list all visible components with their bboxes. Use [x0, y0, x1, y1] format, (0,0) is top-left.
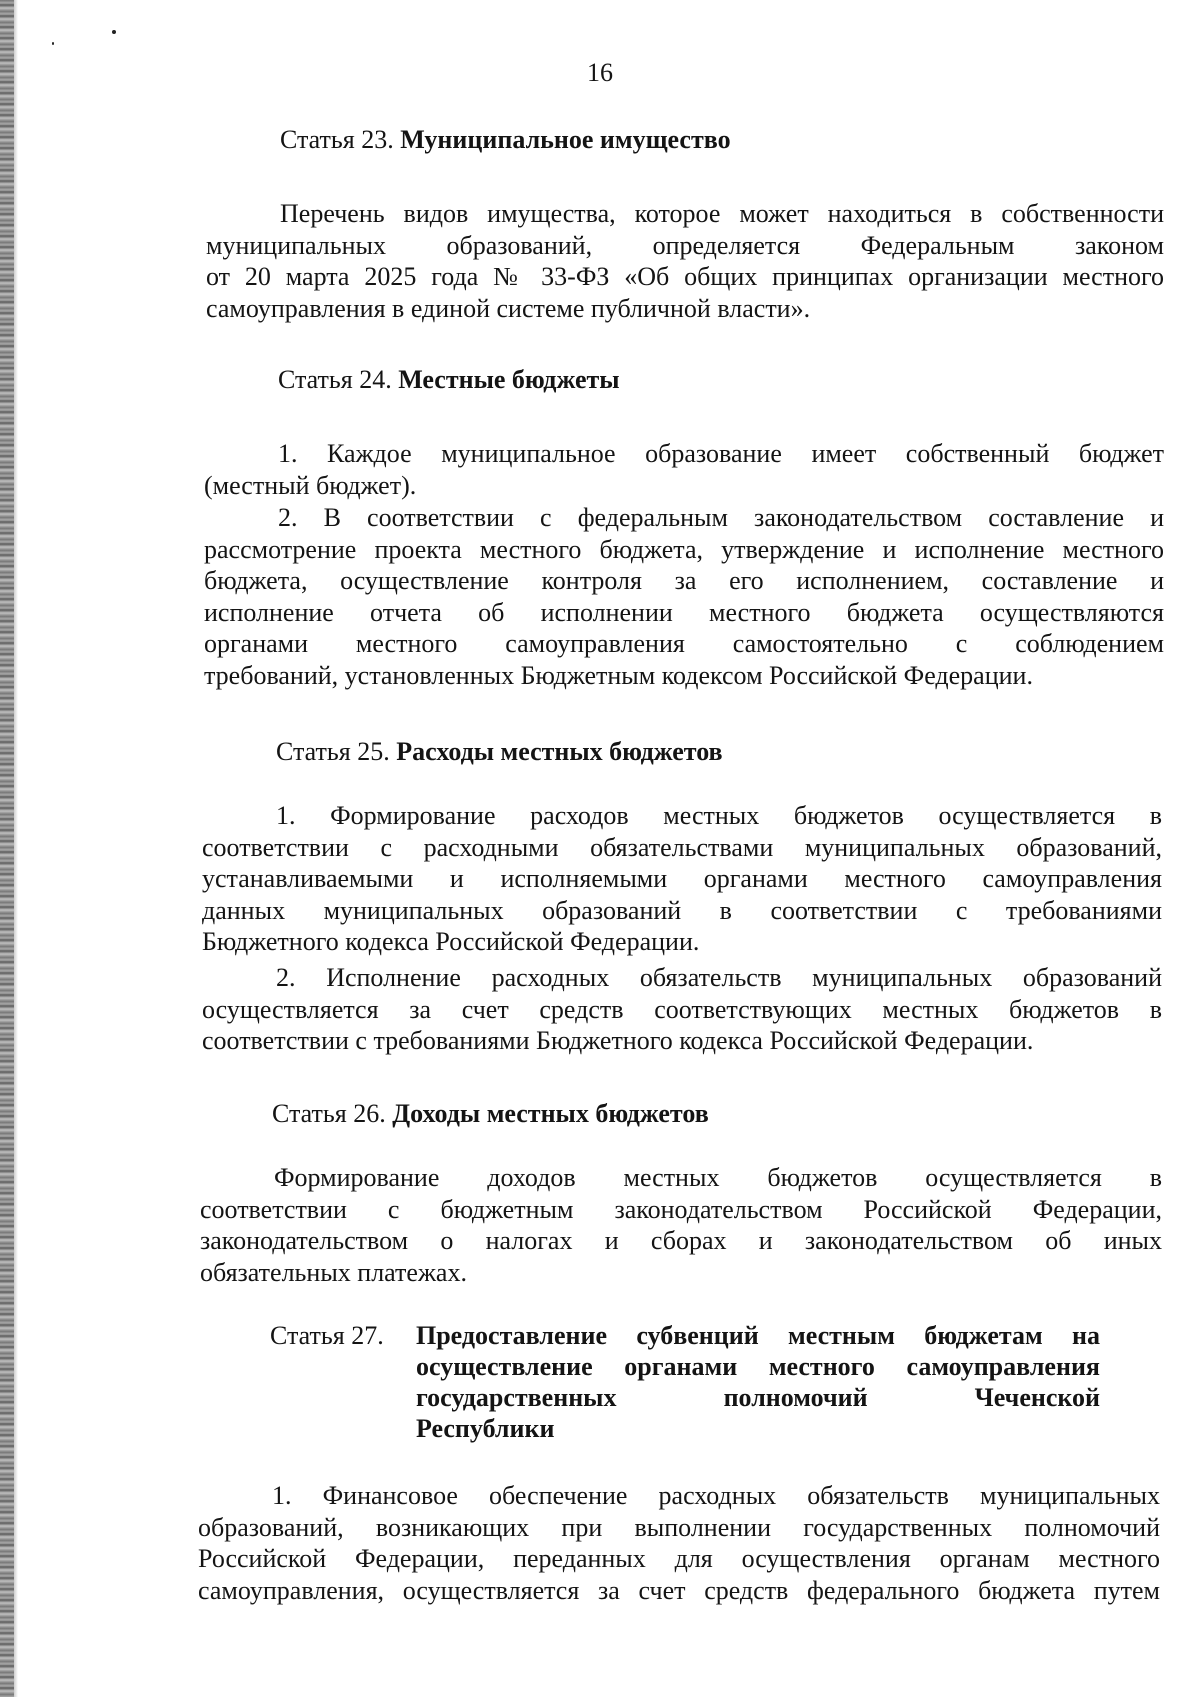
text-line: от 20 марта 2025 года № 33-ФЗ «Об общих принципах организации местного	[206, 262, 1164, 291]
text-line: соответствии с расходными обязательствами муниципальных образований,	[202, 832, 1162, 862]
text-line: (местный бюджет).	[204, 470, 417, 500]
title-line: государственных полномочий Чеченской	[416, 1383, 1100, 1412]
article-25-title: Расходы местных бюджетов	[396, 737, 723, 766]
text-line: рассмотрение проекта местного бюджета, утверждение и исполнение местного	[204, 534, 1164, 564]
text-line: законодательством о налогах и сборах и законодательством об иных	[200, 1226, 1162, 1255]
article-25-label: Статья 25.	[276, 737, 390, 766]
text-line: соответствии с бюджетным законодательством Российской Федерации,	[200, 1194, 1162, 1224]
text-line: бюджета, осуществление контроля за его исполнением, составление и	[204, 566, 1164, 595]
article-27-label: Статья 27.	[270, 1321, 384, 1350]
article-24-paragraph-1	[204, 438, 1164, 501]
scan-edge-fade	[14, 0, 18, 1697]
title-line: осуществление органами местного самоуправления	[416, 1352, 1100, 1381]
article-26-title: Доходы местных бюджетов	[392, 1099, 709, 1128]
article-23-label: Статья 23.	[280, 125, 394, 154]
text-line: образований, возникающих при выполнении государственных полномочий	[198, 1512, 1160, 1542]
article-24-label: Статья 24.	[278, 365, 392, 394]
article-26-heading	[272, 1098, 709, 1129]
text-line: Формирование доходов местных бюджетов осуществляется в	[274, 1163, 1162, 1192]
text-line: самоуправления в единой системе публичной власти».	[206, 293, 811, 323]
text-line: Российской Федерации, переданных для осуществления органам местного	[198, 1544, 1160, 1573]
text-line: обязательных платежах.	[200, 1257, 467, 1287]
text-line: осуществляется за счет средств соответствующих местных бюджетов в	[202, 994, 1162, 1024]
text-line: соответствии с требованиями Бюджетного кодекса Российской Федерации.	[202, 1026, 1034, 1055]
text-line: данных муниципальных образований в соответствии с требованиями	[202, 895, 1162, 925]
article-23-paragraph-1	[206, 198, 1164, 324]
article-27-paragraph-1	[198, 1480, 1160, 1606]
text-line: 1. Финансовое обеспечение расходных обязательств муниципальных	[272, 1481, 1160, 1510]
text-line: 1. Формирование расходов местных бюджетов осуществляется в	[276, 801, 1162, 830]
text-line: исполнение отчета об исполнении местного бюджета осуществляются	[204, 597, 1164, 627]
article-25-paragraph-1	[202, 800, 1162, 958]
article-27-title	[416, 1320, 1100, 1444]
scan-edge-shadow	[0, 0, 14, 1697]
article-24-title: Местные бюджеты	[398, 365, 620, 394]
article-24-paragraph-2	[204, 502, 1164, 691]
scan-speck	[112, 30, 116, 34]
page-number: 16	[587, 58, 613, 87]
text-line: Перечень видов имущества, которое может находиться в собственности	[280, 199, 1164, 228]
article-23-title: Муниципальное имущество	[400, 125, 731, 154]
title-line: Предоставление субвенций местным бюджетам на	[416, 1321, 1100, 1350]
article-24-heading	[278, 364, 620, 395]
article-26-label: Статья 26.	[272, 1099, 386, 1128]
text-line: требований, установленных Бюджетным кодексом Российской Федерации.	[204, 660, 1033, 690]
title-line: Республики	[416, 1414, 555, 1443]
text-line: устанавливаемыми и исполняемыми органами местного самоуправления	[202, 864, 1162, 893]
scan-speck	[52, 42, 54, 45]
text-line: Бюджетного кодекса Российской Федерации.	[202, 927, 700, 956]
text-line: органами местного самоуправления самостоятельно с соблюдением	[204, 629, 1164, 658]
article-26-paragraph-1	[200, 1162, 1162, 1288]
text-line: 2. Исполнение расходных обязательств муниципальных образований	[276, 963, 1162, 992]
article-23-heading	[280, 124, 731, 155]
text-line: 1. Каждое муниципальное образование имеет собственный бюджет	[278, 439, 1164, 468]
text-line: муниципальных образований, определяется Федеральным законом	[206, 230, 1164, 260]
text-line: 2. В соответствии с федеральным законодательством составление и	[278, 503, 1164, 532]
text-line: самоуправления, осуществляется за счет средств федерального бюджета путем	[198, 1575, 1160, 1605]
article-25-heading	[276, 736, 723, 767]
article-25-paragraph-2	[202, 962, 1162, 1057]
